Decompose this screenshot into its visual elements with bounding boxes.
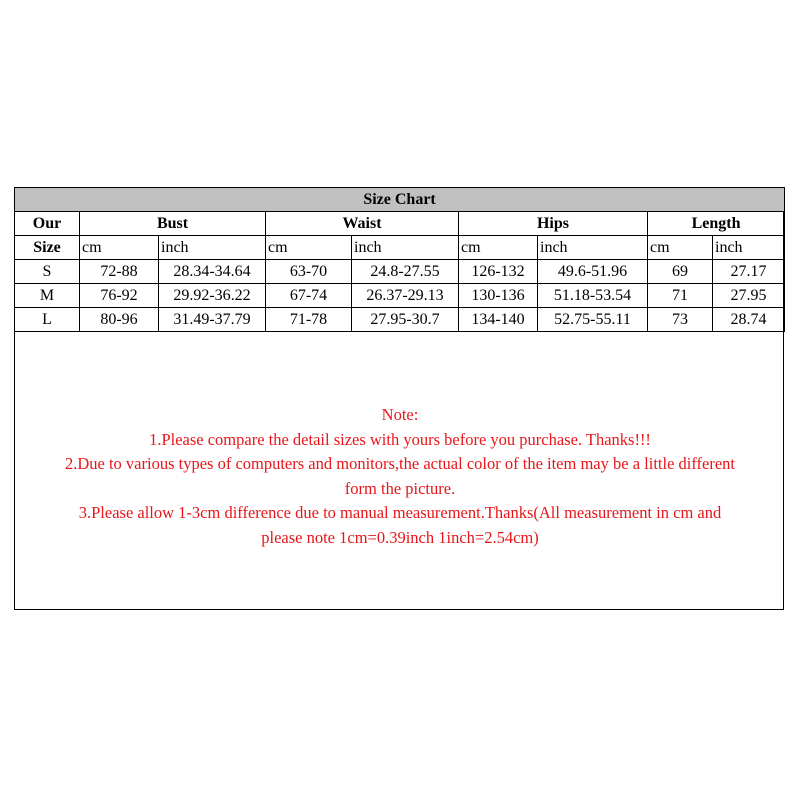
size-cell: S (15, 260, 80, 284)
unit-header: cm (80, 236, 159, 260)
unit-header: inch (713, 236, 785, 260)
table-cell: 73 (648, 308, 713, 332)
table-cell: 27.95-30.7 (352, 308, 459, 332)
group-header-waist: Waist (266, 212, 459, 236)
unit-header: cm (648, 236, 713, 260)
table-cell: 26.37-29.13 (352, 284, 459, 308)
notes-block (0, 403, 800, 550)
group-header-row (15, 212, 785, 236)
table-cell: 52.75-55.11 (538, 308, 648, 332)
table-cell: 27.17 (713, 260, 785, 284)
table-cell: 76-92 (80, 284, 159, 308)
note-line: 2.Due to various types of computers and monitors,the actual color of the item may be a little different (64, 454, 736, 473)
size-cell: M (15, 284, 80, 308)
table-cell: 51.18-53.54 (538, 284, 648, 308)
size-header-bottom: Size (15, 236, 80, 260)
note-line: 1.Please compare the detail sizes with yours before you purchase. Thanks!!! (149, 429, 651, 449)
table-cell: 24.8-27.55 (352, 260, 459, 284)
table-cell: 31.49-37.79 (159, 308, 266, 332)
unit-header: inch (538, 236, 648, 260)
table-cell: 27.95 (713, 284, 785, 308)
chart-title: Size Chart (15, 188, 785, 212)
table-cell: 28.34-34.64 (159, 260, 266, 284)
table-cell: 69 (648, 260, 713, 284)
note-line: 3.Please allow 1-3cm difference due to manual measurement.Thanks(All measurement in cm and (78, 503, 722, 522)
note-line: form the picture. (344, 478, 456, 498)
table-cell: 67-74 (266, 284, 352, 308)
table-cell: 126-132 (459, 260, 538, 284)
note-heading: Note: (381, 405, 419, 424)
table-cell: 28.74 (713, 308, 785, 332)
table-cell: 80-96 (80, 308, 159, 332)
title-row (15, 188, 785, 212)
group-header-hips: Hips (459, 212, 648, 236)
table-cell: 49.6-51.96 (538, 260, 648, 284)
table-cell: 63-70 (266, 260, 352, 284)
table-cell: 71-78 (266, 308, 352, 332)
unit-header-row (15, 236, 785, 260)
table-cell: 130-136 (459, 284, 538, 308)
unit-header: inch (352, 236, 459, 260)
table-cell: 71 (648, 284, 713, 308)
table-cell: 29.92-36.22 (159, 284, 266, 308)
table-cell: 72-88 (80, 260, 159, 284)
size-cell: L (15, 308, 80, 332)
table-row-s (15, 260, 785, 284)
unit-header: cm (459, 236, 538, 260)
table-row-l (15, 308, 785, 332)
note-line: please note 1cm=0.39inch 1inch=2.54cm) (261, 527, 539, 547)
size-table (14, 187, 785, 332)
unit-header: inch (159, 236, 266, 260)
group-header-bust: Bust (80, 212, 266, 236)
group-header-length: Length (648, 212, 785, 236)
unit-header: cm (266, 236, 352, 260)
table-row-m (15, 284, 785, 308)
size-header-top: Our (15, 212, 80, 236)
table-cell: 134-140 (459, 308, 538, 332)
